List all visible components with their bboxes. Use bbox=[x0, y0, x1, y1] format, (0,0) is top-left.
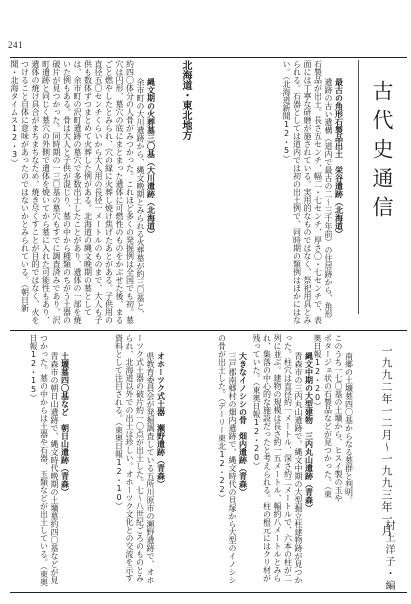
editor-credit: 村上洋子・編 bbox=[383, 520, 394, 592]
top-rule bbox=[10, 57, 407, 58]
article-seno bbox=[84, 334, 176, 588]
article-okawa bbox=[12, 60, 166, 324]
article-sakaeya bbox=[196, 60, 354, 324]
article-hatauchi bbox=[180, 334, 258, 588]
article-sakaeya-heading: 最古の角形石製品出土 栄谷遺跡（北海道） bbox=[334, 78, 344, 238]
article-asahiyama-body: 青森市の朝日山遺跡で、縄文時代晩期の土壙墓約四〇基などが見つかった。墓の中からは土器や石器、玉類などが出土している。（東奥日報12・15） bbox=[29, 334, 59, 586]
article-sakaeya-body: 遺跡の古い遺構（道内で最古の二〜三千年前）の住居跡から、角形石製品が出土。長さ五センチ、幅二・七センチ、厚さ〇・七センチで、表面には丁寧な研磨が施されている。実用的なものではなく、祭祀用具とみられる。石器としては道内では初の出土例で、同時期の類例はほかにはない。（北海道新聞12・5） bbox=[282, 60, 333, 324]
bottom-rule bbox=[10, 592, 407, 593]
article-edge bbox=[313, 334, 364, 504]
article-hatauchi-heading: 大きなイノシシの骨 畑内遺跡（青森） bbox=[238, 352, 248, 496]
article-asahiyama bbox=[12, 334, 80, 588]
section-heading: 北海道・東北地方 bbox=[180, 60, 191, 140]
article-seno-body: 県教育委員会が発掘調査している五所川原市の瀬野遺跡で、オホーツク式土器の破片約一〇点が出土した。七〜八世紀ごろのものとみられ、北海道以外での出土は珍しい。オホーツク文化との交流を示す資料として注目される。（東奥日報12・10） bbox=[114, 334, 155, 584]
date-range: 一九九二年一二月〜一九九三年一月 bbox=[380, 345, 393, 537]
page-number: 241 bbox=[8, 40, 23, 50]
article-okawa-heading: 縄文期の火葬墓三〇基（大川遺跡（北海道） bbox=[146, 78, 156, 238]
article-sannai-body: 青森市の三内丸山遺跡で、縄文中期の大型掘立柱建物跡が見つかった。柱穴は直径約一メートル、深さ約二メートルで、六本の柱が二列に並ぶ。建物の規模は長さ約一五メートル、幅約八メートルとみられ、集落の中心的な施設だったと考えられる。柱の根元にはクリ材が残っていた。（東奥日報12・20） bbox=[252, 334, 303, 584]
article-hatauchi-body: 三戸郡南郷村の畑内遺跡で、縄文時代の貝塚から大型のイノシシの骨が出土した。（デーリー東北12・22） bbox=[217, 334, 237, 584]
article-asahiyama-heading: 土壙墓四〇基など 朝日山遺跡（青森） bbox=[60, 352, 70, 496]
page-title: 古代史通信 bbox=[370, 80, 394, 225]
article-edge-body: 南郷の土壙墓四〇基からなる墓群と判明。このうち一七〇基の土壙から、ヒスイ製の玉やポタージュ状の石製品などが見つかった。（東奥日報12・20） bbox=[313, 334, 354, 504]
article-okawa-body: 余市町の大川遺跡から、縄文晩期とみられる火葬墓が約三〇基と、約四〇体分の人骨がみつかった。これほど多くの発掘例は全国でも初。墓穴は円形、墓穴の底にまとまった遺体に可燃性のものをかぶせた後、まるごと燃やしたとみられ、穴の縁に火葬し焼け焦げたあとがある。子供用の直径五〇センチくらいから大人用の長径一メートルのものまで、大人も子供も数体ずつまとめて火葬した例がある。北海道の縄文晩期の墓としては、余市町の沢町遺跡の墓穴で多数出土したことがあり、遺体の一部を焼いた例もある。骨は大人と子供が混じり、墓の中から種類のちがう土器の破片が見つかった。同時期の一三〇基の墓穴もすでに調査済みであり、沢町遺跡と同じく墓穴の外側で遺体を焼いてから墓に入れた可能性もあり、遺体の焼け具合がまちまちなため、焼き尽くすことが目的ではなく、火をつけること自体に意味があったのではないかとみられている。（朝日新聞・北海タイムス12・3） bbox=[10, 60, 145, 324]
article-seno-heading: オホーツク式土器 瀬野遺跡（青森） bbox=[156, 352, 166, 488]
article-sannai-heading: 縄文中期の大型建物 三内丸山遺跡（青森） bbox=[304, 352, 314, 512]
middle-rule bbox=[10, 330, 407, 331]
